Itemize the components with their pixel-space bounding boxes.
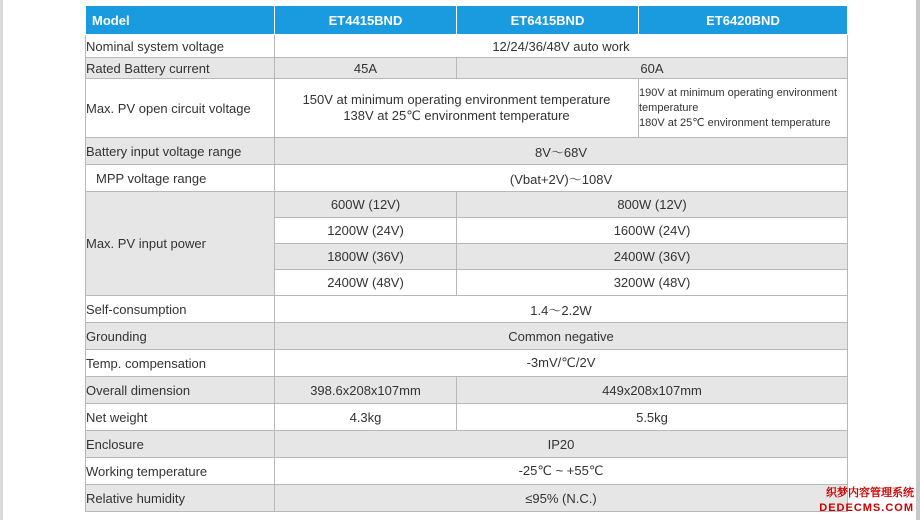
row-value-et4415: 2400W (48V) [275, 270, 457, 296]
row-value-et64: 3200W (48V) [457, 270, 848, 296]
row-value-et4415: 398.6x208x107mm [275, 377, 457, 404]
row-value-et64: 449x208x107mm [457, 377, 848, 404]
row-label: Net weight [86, 404, 275, 431]
row-value: -3mV/℃/2V [275, 350, 848, 377]
row-value: IP20 [275, 431, 848, 458]
header-model-label: Model [86, 6, 275, 35]
row-rated-current [86, 58, 848, 79]
row-value: -25℃ ~ +55℃ [275, 458, 848, 485]
row-temp-compensation [86, 350, 848, 377]
header-model-2: ET6415BND [457, 6, 639, 35]
row-value-et64: 800W (12V) [457, 192, 848, 218]
row-value-et4415: 45A [275, 58, 457, 79]
row-pv-input-power-1 [86, 192, 848, 218]
row-label: Nominal system voltage [86, 35, 275, 58]
row-grounding [86, 323, 848, 350]
row-value: ≤95% (N.C.) [275, 485, 848, 512]
row-working-temperature [86, 458, 848, 485]
header-model-3: ET6420BND [639, 6, 848, 35]
row-relative-humidity [86, 485, 848, 512]
row-label: Enclosure [86, 431, 275, 458]
row-value-et4415: 600W (12V) [275, 192, 457, 218]
row-label: Self-consumption [86, 296, 275, 323]
row-value-et64: 60A [457, 58, 848, 79]
right-scrollbar[interactable] [916, 0, 920, 520]
row-value: 12/24/36/48V auto work [275, 35, 848, 58]
header-row [86, 6, 848, 35]
row-self-consumption [86, 296, 848, 323]
row-value: (Vbat+2V)～108V [275, 165, 848, 192]
row-value-et4415: 4.3kg [275, 404, 457, 431]
spec-table [85, 5, 848, 512]
row-label: Working temperature [86, 458, 275, 485]
row-value-et4415-et6415 [275, 79, 639, 138]
row-value: Common negative [275, 323, 848, 350]
row-value: 8V～68V [275, 138, 848, 165]
row-label: Max. PV input power [86, 192, 275, 296]
row-net-weight [86, 404, 848, 431]
row-label: Relative humidity [86, 485, 275, 512]
row-pv-open-circuit [86, 79, 848, 138]
value-line-1: 190V at minimum operating environment temperature [639, 86, 838, 114]
row-value-et64: 1600W (24V) [457, 218, 848, 244]
row-value-et6420 [639, 79, 848, 138]
row-nominal-voltage [86, 35, 848, 58]
row-label: Overall dimension [86, 377, 275, 404]
row-overall-dimension [86, 377, 848, 404]
row-value-et4415: 1200W (24V) [275, 218, 457, 244]
row-mpp-range [86, 165, 848, 192]
row-enclosure [86, 431, 848, 458]
row-label: Max. PV open circuit voltage [86, 79, 275, 138]
watermark-line-2: DEDECMS.COM [819, 502, 914, 514]
value-line-2: 138V at 25℃ environment temperature [343, 108, 570, 123]
row-value-et4415: 1800W (36V) [275, 244, 457, 270]
row-label: MPP voltage range [86, 165, 275, 192]
left-edge-bar [0, 0, 3, 520]
value-line-2: 180V at 25℃ environment temperature [639, 116, 831, 129]
row-label: Temp. compensation [86, 350, 275, 377]
row-label: Rated Battery current [86, 58, 275, 79]
watermark-line-1: 织梦内容管理系统 [826, 487, 914, 499]
row-battery-input-range [86, 138, 848, 165]
row-value: 1.4～2.2W [275, 296, 848, 323]
value-line-1: 150V at minimum operating environment temperature [302, 92, 611, 107]
row-value-et64: 5.5kg [457, 404, 848, 431]
site-watermark [804, 486, 914, 520]
row-value-et64: 2400W (36V) [457, 244, 848, 270]
row-label: Grounding [86, 323, 275, 350]
header-model-1: ET4415BND [275, 6, 457, 35]
row-label: Battery input voltage range [86, 138, 275, 165]
